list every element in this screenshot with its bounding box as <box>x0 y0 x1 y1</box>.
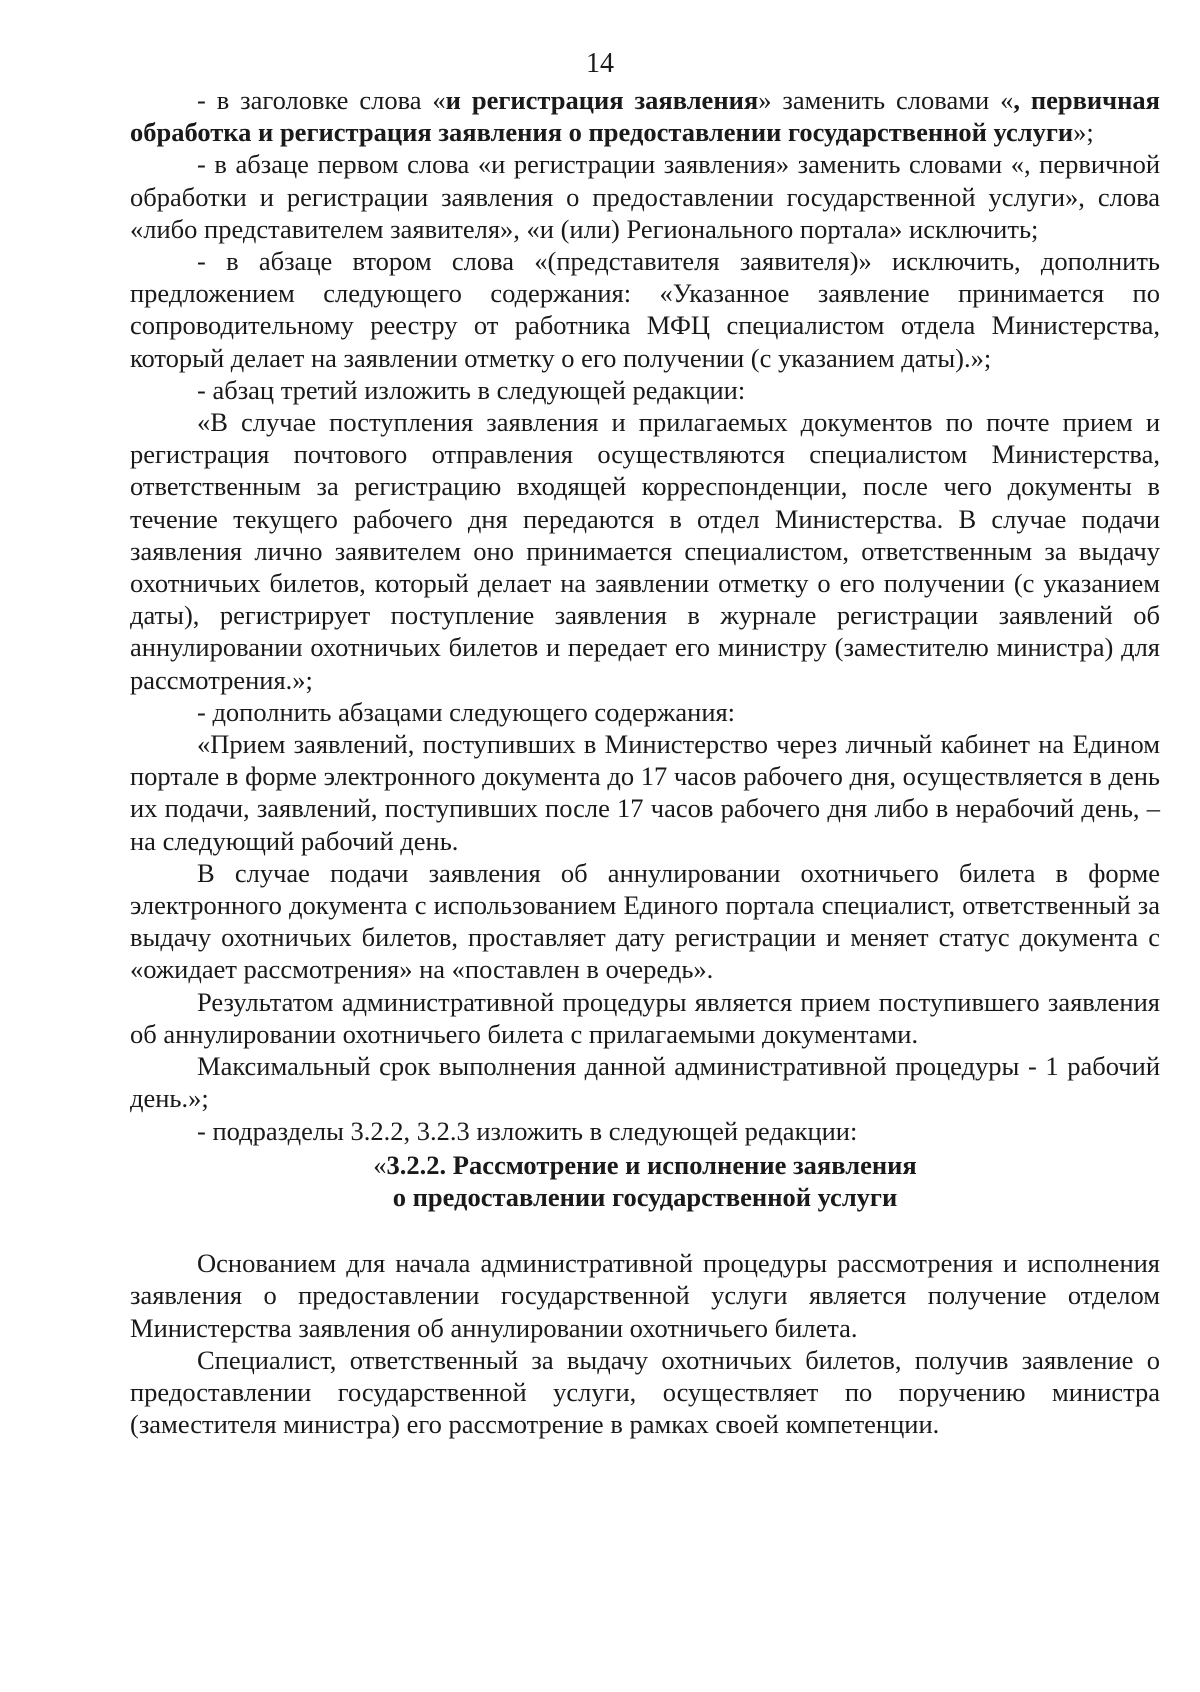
p1-text-5: заменить словами <box>771 85 1001 115</box>
document-body <box>130 84 1160 1440</box>
p1-text-8: »; <box>1073 117 1094 148</box>
paragraph-online-receipt: «Прием заявлений, поступивших в Министерство через личный кабинет на Едином портале в форме электронного документа до 17 часов рабочего дня, осуществляется в день их подачи, заявлений, поступивших после 17 часов рабочего дня либо в нерабочий день, – на следующий рабочий день. <box>130 729 1160 856</box>
p1-text-2: « <box>432 85 446 115</box>
paragraph-max-duration: Максимальный срок выполнения данной административной процедуры - 1 рабочий день.»; <box>130 1051 1160 1114</box>
p1-text-4: » <box>758 85 772 115</box>
paragraph-second-abzac: - в абзаце втором слова «(представителя заявителя)» исключить, дополнить предложением следующего содержания: «Указанное заявление принимается по сопроводительному реестру от работника МФЦ специалистом отдела Министерства, который делает на заявлении отметку о его получении (с указанием даты).»; <box>130 246 1160 373</box>
paragraph-mail-receipt: «В случае поступления заявления и прилагаемых документов по почте прием и регистрация почтового отправления осуществляются специалистом Министерства, ответственным за регистрацию входящей корреспонденции, после чего документы в течение текущего рабочего дня передаются в отдел Министерства. В случае подачи заявления лично заявителем оно принимается специалистом, ответственным за выдачу охотничьих билетов, который делает на заявлении отметку о его получении (с указанием даты), регистрирует поступление заявления в журнале регистрации заявлений об аннулировании охотничьих билетов и передает его министру (заместителю министра) для рассмотрения.»; <box>130 407 1160 695</box>
heading-line-2: о предоставлении государственной услуги <box>392 1181 898 1212</box>
p1-text-6: « <box>1000 85 1014 115</box>
paragraph-procedure-result: Результатом административной процедуры является прием поступившего заявления об аннулировании охотничьего билета с прилагаемыми документами. <box>130 986 1160 1049</box>
paragraph-add-abzacs-intro: - дополнить абзацами следующего содержания: <box>197 696 736 727</box>
paragraph-procedure-basis: Основанием для начала административной процедуры рассмотрения и исполнения заявления о предоставлении государственной услуги является получение отделом Министерства заявления об аннулировании охотничьего билета. <box>130 1248 1160 1343</box>
paragraph-electronic-status: В случае подачи заявления об аннулировании охотничьего билета в форме электронного документа с использованием Единого портала специалист, ответственный за выдачу охотничьих билетов, проставляет дату регистрации и меняет статус документа с «ожидает рассмотрения» на «поставлен в очередь». <box>130 857 1160 985</box>
p1-bold-new-words: , первичная обработка и регистрация заявления о предоставлении государственной услуги <box>130 85 1160 148</box>
heading-line-1: 3.2.2. Рассмотрение и исполнение заявления <box>386 1149 917 1180</box>
p1-text-1: - в заголовке слова <box>197 85 433 115</box>
paragraph-specialist-review: Специалист, ответственный за выдачу охотничьих билетов, получив заявление о предоставлении государственной услуги, осуществляет по поручению министра (заместителя министра) его рассмотрение в рамках своей компетенции. <box>130 1344 1160 1440</box>
heading-open-quote: « <box>373 1149 387 1180</box>
p1-bold-old-words: и регистрация заявления <box>445 85 759 115</box>
paragraph-heading-replacement <box>130 84 1160 148</box>
page-number: 14 <box>586 48 614 79</box>
section-heading <box>130 1149 1160 1213</box>
paragraph-first-abzac: - в абзаце первом слова «и регистрации заявления» заменить словами «, первичной обработки и регистрации заявления о предоставлении государственной услуги», слова «либо представителем заявителя», «и (или) Регионального портала» исключить; <box>130 149 1160 244</box>
paragraph-subsections-intro: - подразделы 3.2.2, 3.2.3 изложить в следующей редакции: <box>197 1115 858 1146</box>
paragraph-third-abzac-intro: - абзац третий изложить в следующей редакции: <box>197 374 746 405</box>
